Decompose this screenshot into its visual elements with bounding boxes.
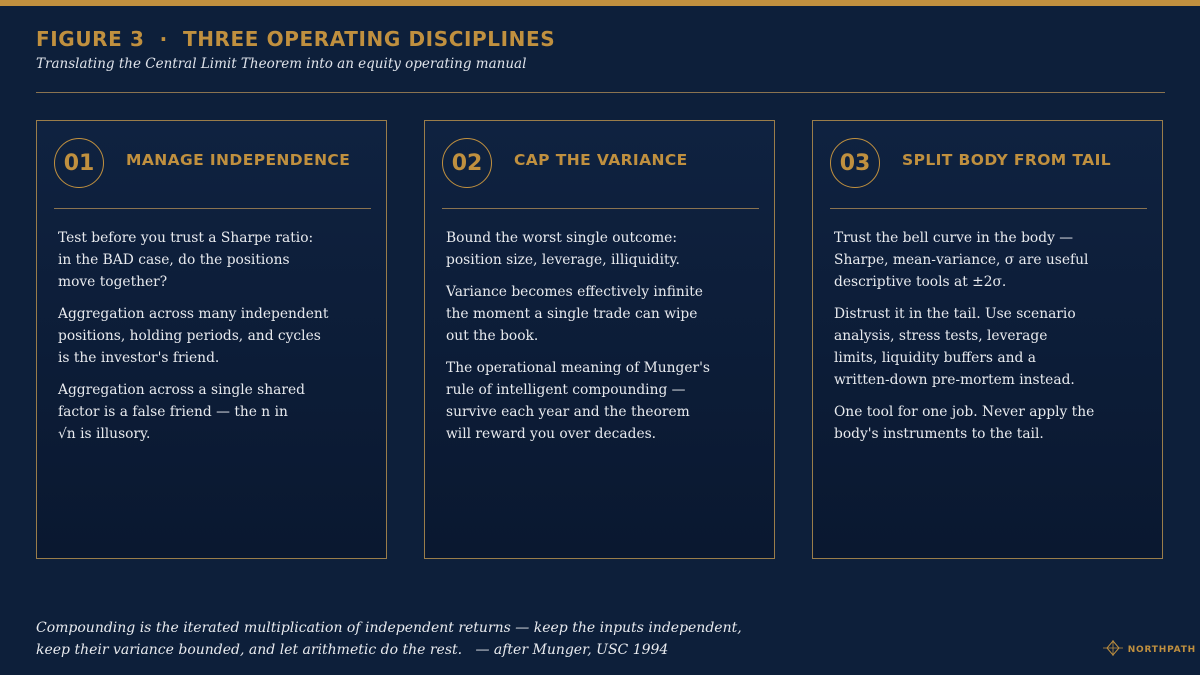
card-paragraph: Bound the worst single outcome: position size, leverage, illiquidity. — [446, 230, 680, 268]
card-body — [446, 227, 746, 455]
compass-diamond-icon — [1103, 640, 1123, 659]
card-number-badge: 01 — [54, 138, 104, 188]
footer-quote-line: Compounding is the iterated multiplication of independent returns — keep the inputs independent, — [36, 620, 742, 636]
figure-subtitle: Translating the Central Limit Theorem into an equity operating manual — [36, 56, 527, 72]
top-accent-bar — [0, 0, 1200, 6]
discipline-card-3 — [812, 120, 1163, 559]
card-paragraph: Aggregation across many independent positions, holding periods, and cycles is the investor's friend. — [58, 306, 329, 366]
figure-title: FIGURE 3 · THREE OPERATING DISCIPLINES — [36, 27, 556, 51]
card-number-badge: 03 — [830, 138, 880, 188]
card-paragraph: Test before you trust a Sharpe ratio: in the BAD case, do the positions move together? — [58, 230, 314, 290]
card-divider — [54, 208, 371, 209]
card-body — [58, 227, 358, 455]
discipline-card-1 — [36, 120, 387, 559]
card-paragraph: The operational meaning of Munger's rule of intelligent compounding — survive each year and the theorem will reward you over decades. — [446, 360, 710, 442]
card-paragraph: Aggregation across a single shared factor is a false friend — the n in √n is illusory. — [58, 382, 305, 442]
card-number-badge: 02 — [442, 138, 492, 188]
card-heading: CAP THE VARIANCE — [514, 151, 688, 169]
footer-quote — [36, 617, 742, 661]
card-paragraph: One tool for one job. Never apply the body's instruments to the tail. — [834, 404, 1095, 442]
card-paragraph: Variance becomes effectively infinite the moment a single trade can wipe out the book. — [446, 284, 703, 344]
card-body — [834, 227, 1134, 455]
discipline-card-2 — [424, 120, 775, 559]
footer-quote-line: keep their variance bounded, and let arithmetic do the rest. — after Munger, USC 1994 — [36, 642, 669, 658]
card-paragraph: Trust the bell curve in the body — Sharpe, mean-variance, σ are useful descriptive tools at ±2σ. — [834, 230, 1089, 290]
card-divider — [830, 208, 1147, 209]
card-paragraph: Distrust it in the tail. Use scenario analysis, stress tests, leverage limits, liquidity buffers and a written-down pre-mortem instead. — [834, 306, 1076, 388]
brand-logo — [1103, 640, 1196, 659]
card-heading: MANAGE INDEPENDENCE — [126, 151, 351, 169]
brand-name: NORTHPATH — [1127, 644, 1196, 655]
card-divider — [442, 208, 759, 209]
header-divider — [36, 92, 1165, 93]
card-heading: SPLIT BODY FROM TAIL — [902, 151, 1112, 169]
